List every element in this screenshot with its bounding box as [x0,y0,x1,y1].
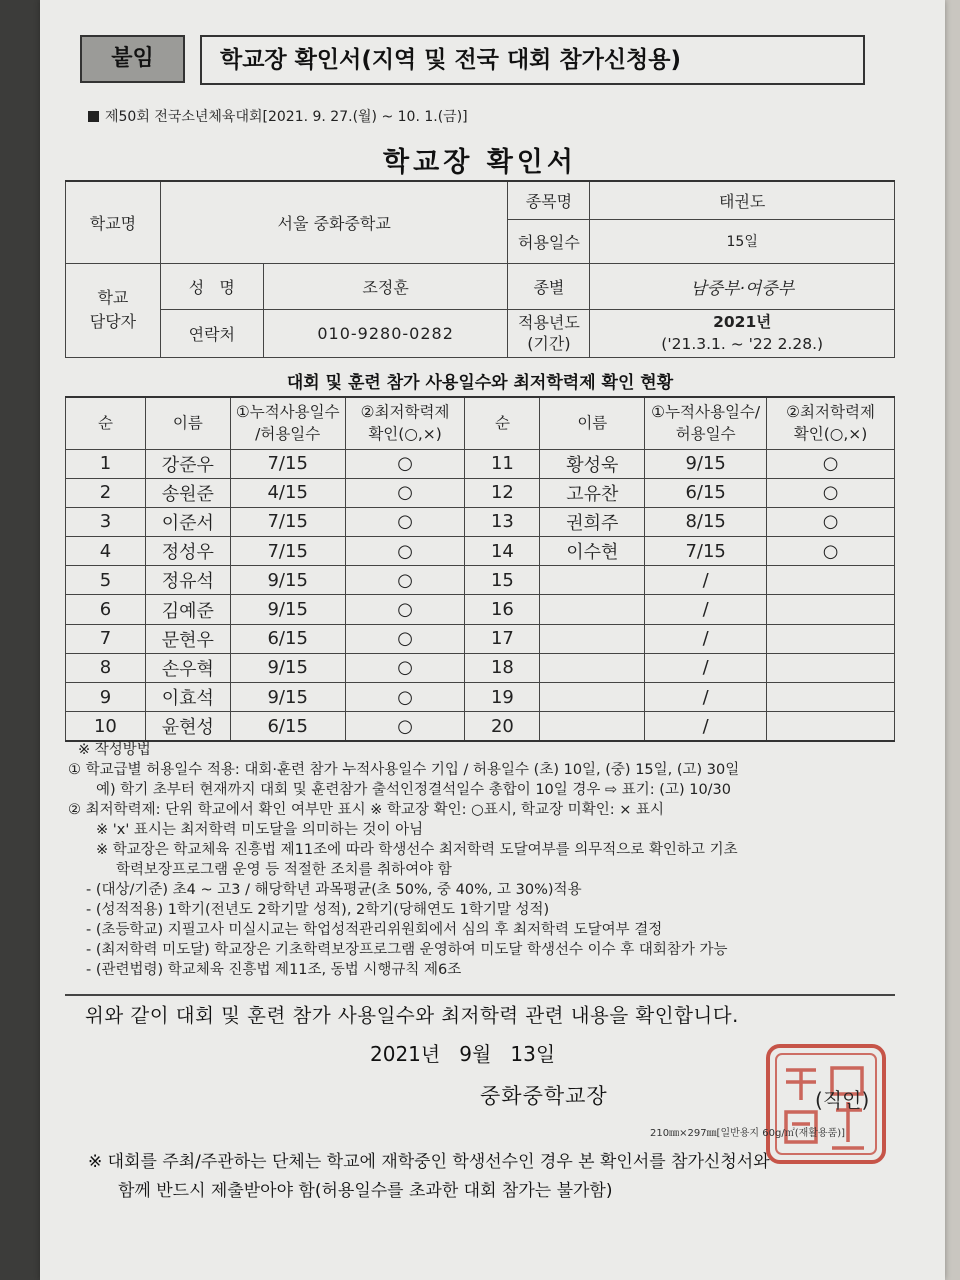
col-days-line1: ①누적사용일수 [235,403,340,422]
header-title: 학교장 확인서(지역 및 전국 대회 참가신청용) [200,35,865,85]
square-bullet-icon [88,111,99,122]
note-3: ※ 'x' 표시는 최저학력 미도달을 의미하는 것이 아님 [96,822,424,838]
contact-label-line1: 학교 [97,288,129,307]
table-row [66,566,895,595]
name-label: 성 명 [160,263,263,309]
notes-header: ※ 작성방법 [78,742,151,758]
contact-label [66,263,161,357]
cell-name: 고유찬 [540,478,645,507]
cell-check: ○ [767,478,895,507]
cell-check: ○ [767,449,895,478]
section-title: 대회 및 훈련 참가 사용일수와 최저학력제 확인 현황 [286,373,674,393]
roster-body [66,449,895,741]
col-days [230,397,345,449]
cell-days: 6/15 [230,624,345,653]
cell-days: 7/15 [230,507,345,536]
footer-note [88,1148,888,1206]
meet-info-text: 제50회 전국소년체육대회[2021. 9. 27.(월) ~ 10. 1.(금)] [105,109,468,125]
cell-no: 16 [465,595,540,624]
attachment-label: 붙임 [80,35,185,83]
cell-no: 10 [66,712,146,741]
cell-name: 문현우 [145,624,230,653]
instructions [68,740,908,980]
table-row [66,653,895,682]
note-2: ② 최저학력제: 단위 학교에서 확인 여부만 표시 ※ 학교장 확인: ○표시, 학교장 미확인: × 표시 [68,802,664,818]
cell-check: ○ [345,595,465,624]
cell-days: / [645,595,767,624]
col-name-right: 이름 [540,397,645,449]
cell-no: 14 [465,537,540,566]
note-1b: 예) 학기 초부터 현재까지 대회 및 훈련참가 출석인정결석일수 총합이 10일 경우 ⇨ 표기: (고) 10/30 [96,782,732,798]
col-days-right [645,397,767,449]
cell-name: 강준우 [145,449,230,478]
cell-no: 1 [66,449,146,478]
name-value: 조정훈 [263,263,508,309]
col-no: 순 [66,397,146,449]
cell-days: 9/15 [230,683,345,712]
principal-name: 중화중학교장 [480,1084,608,1108]
cell-days: / [645,624,767,653]
cell-check: ○ [345,449,465,478]
cell-days: 9/15 [230,595,345,624]
col-days-right-line2: 허용일수 [675,425,736,444]
cell-name [540,712,645,741]
cell-check [767,712,895,741]
cell-check: ○ [345,537,465,566]
cell-days: 9/15 [230,566,345,595]
cell-check: ○ [345,712,465,741]
roster-header-row [66,397,895,449]
school-value: 서울 중화중학교 [160,181,508,263]
col-check-right-line2: 확인(○,×) [793,425,868,444]
cell-no: 4 [66,537,146,566]
cell-no: 17 [465,624,540,653]
table-row [66,507,895,536]
note-4b: 학력보장프로그램 운영 등 적절한 조치를 취하여야 함 [116,862,452,878]
cell-name: 황성욱 [540,449,645,478]
cell-check [767,566,895,595]
cell-check [767,595,895,624]
seal-label: (직인) [815,1088,870,1112]
event-value: 태권도 [590,181,895,219]
col-check-line1: ②최저학력제 [360,403,450,422]
cell-name: 송원준 [145,478,230,507]
cell-no: 2 [66,478,146,507]
cell-name: 윤현성 [145,712,230,741]
note-detail-4: - (최저학력 미도달) 학교장은 기초학력보장프로그램 운영하여 미도달 학생선수 이수 후 대회참가 가능 [86,942,728,958]
cell-days: / [645,653,767,682]
cell-days: 9/15 [230,653,345,682]
allowed-value: 15일 [590,219,895,263]
year-label-line1: 적용년도 [517,313,580,332]
note-detail-3: - (초등학교) 지필고사 미실시교는 학업성적관리위원회에서 심의 후 최저학력 도달여부 결정 [86,922,663,938]
cell-check: ○ [345,653,465,682]
cell-name: 손우혁 [145,653,230,682]
table-row [66,595,895,624]
allowed-label: 허용일수 [508,219,590,263]
cell-no: 15 [465,566,540,595]
cell-days: 9/15 [645,449,767,478]
cell-days: 6/15 [230,712,345,741]
cell-check [767,683,895,712]
cell-no: 6 [66,595,146,624]
note-4a: ※ 학교장은 학교체육 진흥법 제11조에 따라 학생선수 최저학력 도달여부를 의무적으로 확인하고 기초 [96,842,738,858]
cell-days: / [645,566,767,595]
col-check [345,397,465,449]
col-check-right [767,397,895,449]
col-check-right-line1: ②최저학력제 [786,403,875,422]
contact-label-line2: 담당자 [89,312,137,331]
footer-line-1: ※ 대회를 주최/주관하는 단체는 학교에 재학중인 학생선수인 경우 본 확인서를 참가신청서와 [88,1152,770,1172]
gender-value: 남중부·여중부 [590,263,895,309]
table-row [66,683,895,712]
cell-name [540,683,645,712]
cell-check: ○ [767,537,895,566]
col-name: 이름 [145,397,230,449]
table-row [66,449,895,478]
cell-days: 6/15 [645,478,767,507]
roster-table [65,396,895,742]
note-detail-2: - (성적적용) 1학기(전년도 2학기말 성적), 2학기(당해연도 1학기말 성적) [86,902,550,918]
table-row [66,537,895,566]
cell-name: 이준서 [145,507,230,536]
cell-check [767,653,895,682]
meet-info [88,106,468,126]
cell-name [540,653,645,682]
note-1a: ① 학교급별 허용일수 적용: 대회·훈련 참가 누적사용일수 기입 / 허용일수 (초) 10일, (중) 15일, (고) 30일 [68,762,740,778]
cell-no: 8 [66,653,146,682]
year-label-line2: (기간) [527,334,571,353]
cell-check: ○ [345,478,465,507]
cell-name: 정성우 [145,537,230,566]
cell-check: ○ [345,624,465,653]
table-row [66,624,895,653]
phone-value: 010-9280-0282 [263,309,508,357]
cell-name: 이효석 [145,683,230,712]
cell-check: ○ [345,566,465,595]
year-value-line2: ('21.3.1. ~ '22 2.28.) [661,335,824,353]
year-value-line1: 2021년 [713,313,772,331]
cell-no: 18 [465,653,540,682]
cell-name: 권희주 [540,507,645,536]
cell-days: 8/15 [645,507,767,536]
cell-no: 20 [465,712,540,741]
background-edge [0,0,40,1280]
note-detail-1: - (대상/기준) 초4 ~ 고3 / 해당학년 과목평균(초 50%, 중 40%, 고 30%)적용 [86,882,582,898]
cell-name: 김예준 [145,595,230,624]
cell-days: 7/15 [230,537,345,566]
table-row [66,478,895,507]
cell-no: 7 [66,624,146,653]
cell-no: 12 [465,478,540,507]
cell-name: 정유석 [145,566,230,595]
cell-no: 19 [465,683,540,712]
footer-line-2: 함께 반드시 제출받아야 함(허용일수를 초과한 대회 참가는 불가함) [118,1181,613,1201]
cell-days: 7/15 [645,537,767,566]
cell-days: / [645,683,767,712]
col-check-line2: 확인(○,×) [368,425,442,444]
col-days-line2: /허용일수 [255,425,321,444]
cell-name [540,595,645,624]
cell-days: 7/15 [230,449,345,478]
cell-no: 3 [66,507,146,536]
cell-check: ○ [345,683,465,712]
col-no-right: 순 [465,397,540,449]
date-text: 2021년 9월 13일 [370,1042,556,1066]
cell-check: ○ [345,507,465,536]
cell-no: 11 [465,449,540,478]
cell-days: 4/15 [230,478,345,507]
phone-label: 연락처 [160,309,263,357]
note-detail-5: - (관련법령) 학교체육 진흥법 제11조, 동법 시행규칙 제6조 [86,962,462,978]
divider [65,994,895,996]
event-label: 종목명 [508,181,590,219]
col-days-right-line1: ①누적사용일수/ [651,403,761,422]
cell-name [540,624,645,653]
cell-no: 9 [66,683,146,712]
cell-days: / [645,712,767,741]
cell-name [540,566,645,595]
year-label [508,309,590,357]
paper-size-note: 210㎜×297㎜[일반용지 60g/㎡(재활용품)] [650,1128,846,1139]
info-table [65,180,895,358]
school-label: 학교명 [66,181,161,263]
cell-no: 5 [66,566,146,595]
cell-name: 이수현 [540,537,645,566]
gender-label: 종별 [508,263,590,309]
main-title: 학교장 확인서 [383,147,577,178]
table-row [66,712,895,741]
cell-check: ○ [767,507,895,536]
year-value [590,309,895,357]
cell-no: 13 [465,507,540,536]
cell-check [767,624,895,653]
confirmation-text: 위와 같이 대회 및 훈련 참가 사용일수와 최저학력 관련 내용을 확인합니다. [85,1004,739,1027]
